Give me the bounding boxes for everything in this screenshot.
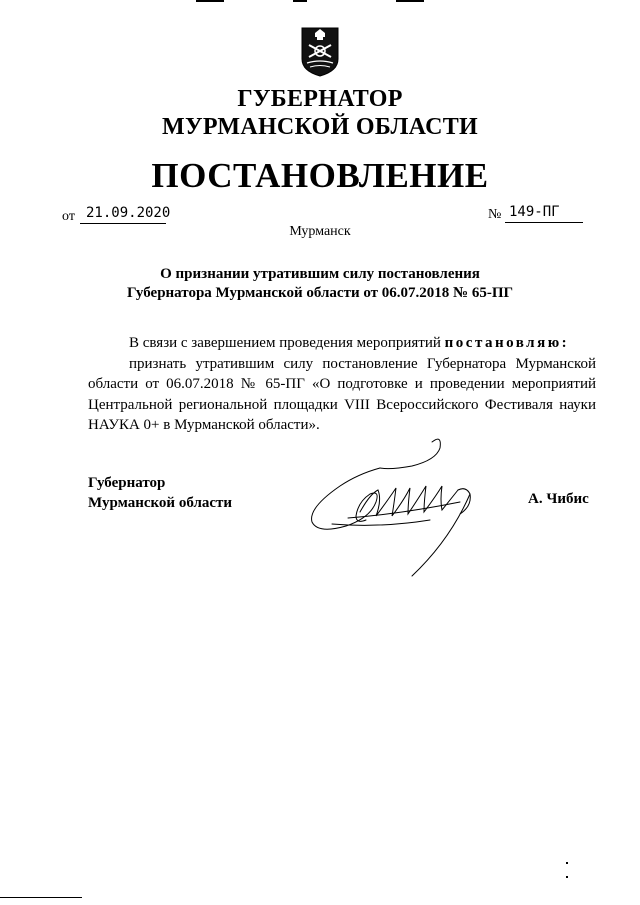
body-line-1: признать утратившим силу постановление Губернатора Мурманской [129,355,596,372]
top-mark-right [396,0,424,2]
body-intro-line [88,333,596,354]
decree-word: постановляю: [444,335,570,351]
date-prefix: от [62,209,75,224]
body-text [88,333,596,436]
handwritten-signature [300,430,500,580]
city: Мурманск [289,224,351,239]
header-line-1: ГУБЕРНАТОР [237,86,403,112]
body-line-3: Центральной региональной площадки VIII Всероссийского Фестиваля науки [88,396,596,413]
signatory-position-line-1: Губернатор [88,475,166,491]
body-line-2: области от 06.07.2018 № 65-ПГ «О подготовке и проведении мероприятий [88,376,596,392]
bottom-left-mark [0,897,82,898]
corner-dot-2 [566,876,568,878]
number-prefix: № [488,207,502,222]
coat-of-arms-icon [301,27,339,77]
signatory-name: А. Чибис [528,491,589,507]
subject-line-2: Губернатора Мурманской области от 06.07.2018 № 65-ПГ [126,285,514,301]
body-line-4: НАУКА 0+ в Мурманской области». [88,417,320,433]
document-title: ПОСТАНОВЛЕНИЕ [151,156,489,195]
body-intro: В связи с завершением проведения мероприятий [129,335,441,351]
document-number: 149-ПГ [509,204,560,220]
document-date: 21.09.2020 [86,205,171,221]
number-underline [505,222,583,223]
top-mark-left [196,0,224,2]
corner-dot-1 [566,862,568,864]
top-mark-mid [293,0,307,2]
signatory-position-line-2: Мурманской области [88,495,233,511]
signatory-position [88,473,232,513]
header-line-2: МУРМАНСКОЙ ОБЛАСТИ [162,114,478,140]
subject-line-1: О признании утратившим силу постановления [160,266,480,282]
